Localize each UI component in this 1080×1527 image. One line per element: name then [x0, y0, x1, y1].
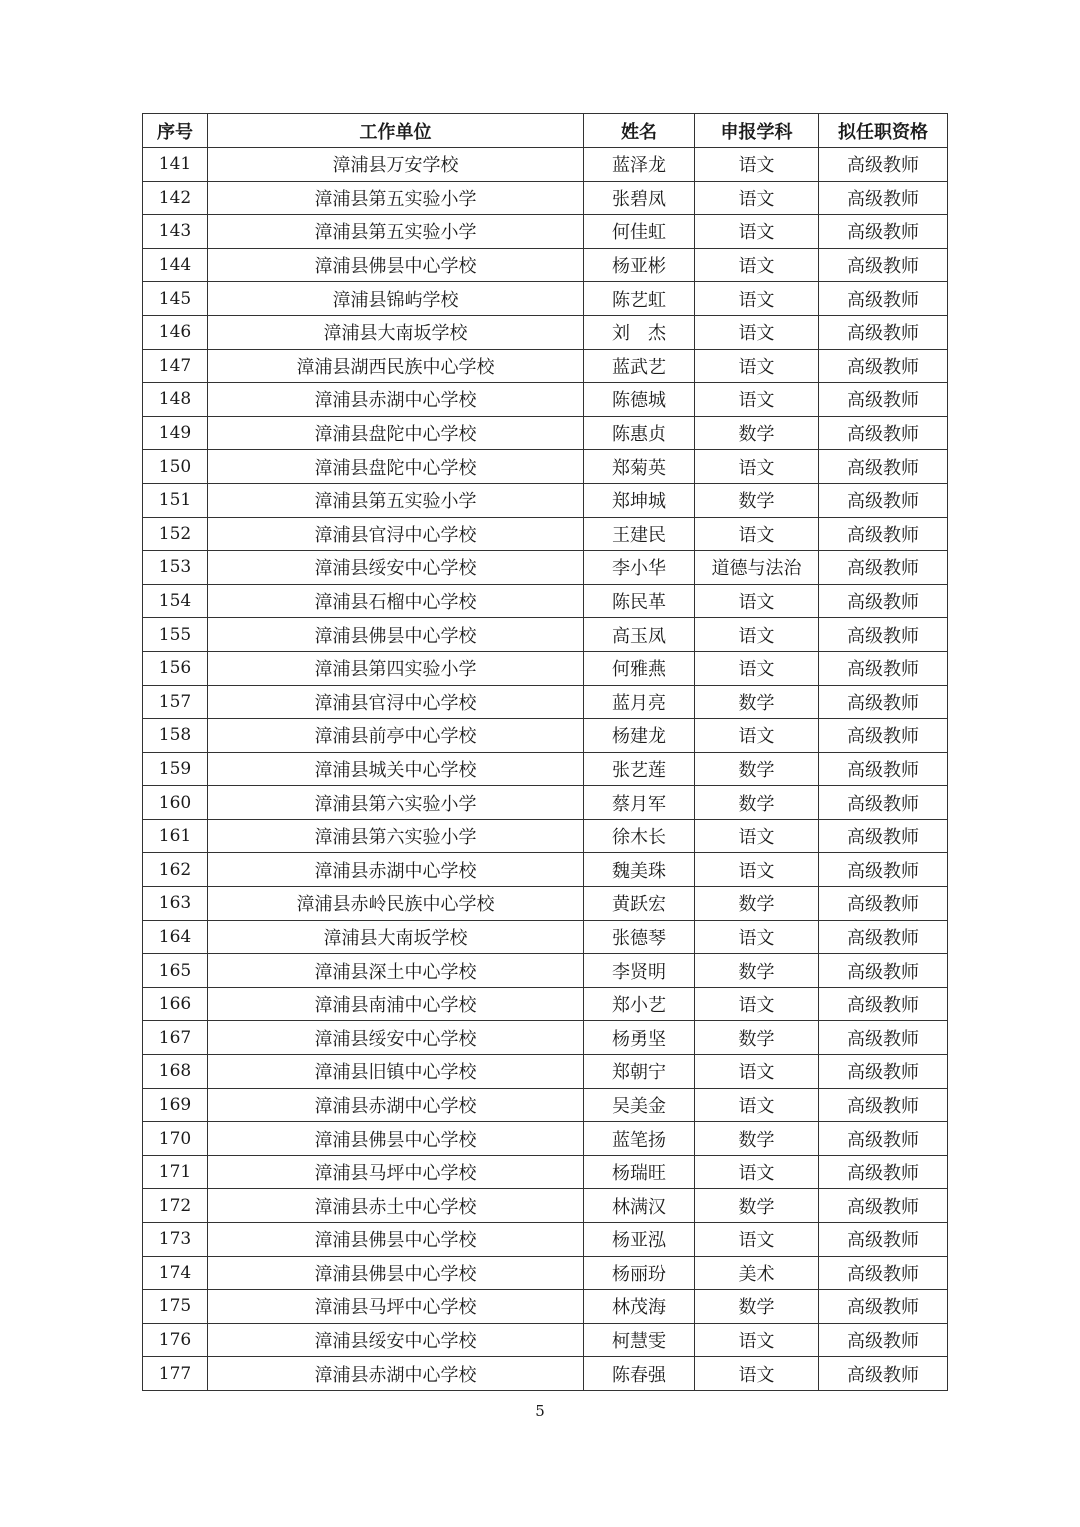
work-unit-cell: 漳浦县赤湖中心学校	[208, 853, 584, 887]
serial-cell: 157	[143, 685, 208, 719]
subject-cell: 语文	[695, 215, 819, 249]
table-row	[143, 1223, 948, 1257]
serial-cell: 155	[143, 618, 208, 652]
serial-cell: 151	[143, 483, 208, 517]
subject-cell: 语文	[695, 248, 819, 282]
name-cell: 何雅燕	[584, 651, 695, 685]
name-cell: 杨建龙	[584, 719, 695, 753]
work-unit-cell: 漳浦县赤土中心学校	[208, 1189, 584, 1223]
work-unit-cell: 漳浦县大南坂学校	[208, 315, 584, 349]
serial-cell: 171	[143, 1155, 208, 1189]
table-row	[143, 853, 948, 887]
subject-cell: 语文	[695, 618, 819, 652]
table-row	[143, 315, 948, 349]
qualification-cell: 高级教师	[819, 685, 948, 719]
name-cell: 杨勇坚	[584, 1021, 695, 1055]
qualification-cell: 高级教师	[819, 651, 948, 685]
subject-cell: 数学	[695, 416, 819, 450]
qualification-cell: 高级教师	[819, 752, 948, 786]
qualification-cell: 高级教师	[819, 248, 948, 282]
subject-cell: 语文	[695, 1323, 819, 1357]
subject-cell: 数学	[695, 954, 819, 988]
name-cell: 吴美金	[584, 1088, 695, 1122]
name-cell: 何佳虹	[584, 215, 695, 249]
table-row	[143, 1021, 948, 1055]
name-cell: 徐木长	[584, 819, 695, 853]
table-row	[143, 483, 948, 517]
name-cell: 杨丽玢	[584, 1256, 695, 1290]
qualification-cell: 高级教师	[819, 920, 948, 954]
subject-cell: 语文	[695, 450, 819, 484]
work-unit-cell: 漳浦县第六实验小学	[208, 819, 584, 853]
qualification-cell: 高级教师	[819, 215, 948, 249]
qualification-cell: 高级教师	[819, 1323, 948, 1357]
header-work-unit: 工作单位	[208, 114, 584, 148]
name-cell: 黄跃宏	[584, 887, 695, 921]
subject-cell: 语文	[695, 1223, 819, 1257]
serial-cell: 167	[143, 1021, 208, 1055]
table-row	[143, 551, 948, 585]
name-cell: 陈春强	[584, 1357, 695, 1391]
subject-cell: 数学	[695, 685, 819, 719]
table-row	[143, 752, 948, 786]
name-cell: 杨亚彬	[584, 248, 695, 282]
qualification-cell: 高级教师	[819, 181, 948, 215]
serial-cell: 152	[143, 517, 208, 551]
serial-cell: 153	[143, 551, 208, 585]
table-row	[143, 450, 948, 484]
name-cell: 郑小艺	[584, 987, 695, 1021]
subject-cell: 语文	[695, 853, 819, 887]
work-unit-cell: 漳浦县佛昙中心学校	[208, 248, 584, 282]
table-row	[143, 618, 948, 652]
qualification-cell: 高级教师	[819, 416, 948, 450]
qualification-cell: 高级教师	[819, 551, 948, 585]
name-cell: 郑朝宁	[584, 1055, 695, 1089]
name-cell: 陈民革	[584, 584, 695, 618]
name-cell: 张德琴	[584, 920, 695, 954]
work-unit-cell: 漳浦县第五实验小学	[208, 181, 584, 215]
subject-cell: 语文	[695, 1155, 819, 1189]
serial-cell: 176	[143, 1323, 208, 1357]
work-unit-cell: 漳浦县佛昙中心学校	[208, 618, 584, 652]
qualification-cell: 高级教师	[819, 1055, 948, 1089]
table-row	[143, 1290, 948, 1324]
serial-cell: 148	[143, 383, 208, 417]
serial-cell: 174	[143, 1256, 208, 1290]
page-number: 5	[535, 1402, 545, 1420]
qualification-cell: 高级教师	[819, 1088, 948, 1122]
name-cell: 蔡月军	[584, 786, 695, 820]
serial-cell: 164	[143, 920, 208, 954]
table-row	[143, 887, 948, 921]
work-unit-cell: 漳浦县湖西民族中心学校	[208, 349, 584, 383]
subject-cell: 数学	[695, 483, 819, 517]
subject-cell: 语文	[695, 148, 819, 182]
subject-cell: 数学	[695, 786, 819, 820]
serial-cell: 175	[143, 1290, 208, 1324]
table-row	[143, 1189, 948, 1223]
name-cell: 高玉凤	[584, 618, 695, 652]
serial-cell: 162	[143, 853, 208, 887]
serial-cell: 165	[143, 954, 208, 988]
work-unit-cell: 漳浦县第四实验小学	[208, 651, 584, 685]
name-cell: 郑坤城	[584, 483, 695, 517]
table-row	[143, 1357, 948, 1391]
subject-cell: 语文	[695, 987, 819, 1021]
subject-cell: 语文	[695, 383, 819, 417]
subject-cell: 数学	[695, 752, 819, 786]
work-unit-cell: 漳浦县城关中心学校	[208, 752, 584, 786]
name-cell: 林满汉	[584, 1189, 695, 1223]
work-unit-cell: 漳浦县赤湖中心学校	[208, 1088, 584, 1122]
work-unit-cell: 漳浦县绥安中心学校	[208, 551, 584, 585]
name-cell: 王建民	[584, 517, 695, 551]
table-row	[143, 786, 948, 820]
table-row	[143, 1323, 948, 1357]
work-unit-cell: 漳浦县马坪中心学校	[208, 1290, 584, 1324]
table-row	[143, 819, 948, 853]
name-cell: 杨瑞旺	[584, 1155, 695, 1189]
serial-cell: 156	[143, 651, 208, 685]
subject-cell: 语文	[695, 920, 819, 954]
subject-cell: 数学	[695, 1021, 819, 1055]
work-unit-cell: 漳浦县万安学校	[208, 148, 584, 182]
serial-cell: 177	[143, 1357, 208, 1391]
table-row	[143, 954, 948, 988]
work-unit-cell: 漳浦县赤湖中心学校	[208, 1357, 584, 1391]
name-cell: 张碧凤	[584, 181, 695, 215]
qualification-cell: 高级教师	[819, 719, 948, 753]
qualification-cell: 高级教师	[819, 282, 948, 316]
table-row	[143, 685, 948, 719]
work-unit-cell: 漳浦县佛昙中心学校	[208, 1256, 584, 1290]
serial-cell: 149	[143, 416, 208, 450]
serial-cell: 168	[143, 1055, 208, 1089]
work-unit-cell: 漳浦县南浦中心学校	[208, 987, 584, 1021]
name-cell: 蓝笔扬	[584, 1122, 695, 1156]
subject-cell: 语文	[695, 1357, 819, 1391]
serial-cell: 170	[143, 1122, 208, 1156]
work-unit-cell: 漳浦县盘陀中心学校	[208, 416, 584, 450]
work-unit-cell: 漳浦县前亭中心学校	[208, 719, 584, 753]
name-cell: 魏美珠	[584, 853, 695, 887]
work-unit-cell: 漳浦县赤岭民族中心学校	[208, 887, 584, 921]
work-unit-cell: 漳浦县佛昙中心学校	[208, 1122, 584, 1156]
serial-cell: 163	[143, 887, 208, 921]
subject-cell: 语文	[695, 1055, 819, 1089]
table-row	[143, 1088, 948, 1122]
work-unit-cell: 漳浦县第五实验小学	[208, 483, 584, 517]
table-body	[143, 148, 948, 1391]
subject-cell: 数学	[695, 1290, 819, 1324]
work-unit-cell: 漳浦县马坪中心学校	[208, 1155, 584, 1189]
serial-cell: 166	[143, 987, 208, 1021]
serial-cell: 159	[143, 752, 208, 786]
header-serial: 序号	[143, 114, 208, 148]
serial-cell: 158	[143, 719, 208, 753]
serial-cell: 150	[143, 450, 208, 484]
qualification-cell: 高级教师	[819, 819, 948, 853]
name-cell: 张艺莲	[584, 752, 695, 786]
qualification-cell: 高级教师	[819, 618, 948, 652]
subject-cell: 语文	[695, 651, 819, 685]
work-unit-cell: 漳浦县大南坂学校	[208, 920, 584, 954]
serial-cell: 144	[143, 248, 208, 282]
name-cell: 陈艺虹	[584, 282, 695, 316]
table-row	[143, 1055, 948, 1089]
work-unit-cell: 漳浦县盘陀中心学校	[208, 450, 584, 484]
table-row	[143, 920, 948, 954]
table-row	[143, 383, 948, 417]
subject-cell: 数学	[695, 887, 819, 921]
serial-cell: 154	[143, 584, 208, 618]
work-unit-cell: 漳浦县佛昙中心学校	[208, 1223, 584, 1257]
header-qualification: 拟任职资格	[819, 114, 948, 148]
serial-cell: 160	[143, 786, 208, 820]
name-cell: 李小华	[584, 551, 695, 585]
table-row	[143, 719, 948, 753]
name-cell: 蓝泽龙	[584, 148, 695, 182]
qualification-cell: 高级教师	[819, 786, 948, 820]
serial-cell: 173	[143, 1223, 208, 1257]
work-unit-cell: 漳浦县锦屿学校	[208, 282, 584, 316]
qualification-cell: 高级教师	[819, 1122, 948, 1156]
table-row	[143, 416, 948, 450]
qualification-cell: 高级教师	[819, 517, 948, 551]
subject-cell: 语文	[695, 517, 819, 551]
work-unit-cell: 漳浦县旧镇中心学校	[208, 1055, 584, 1089]
name-cell: 李贤明	[584, 954, 695, 988]
qualification-cell: 高级教师	[819, 1189, 948, 1223]
subject-cell: 语文	[695, 719, 819, 753]
qualification-cell: 高级教师	[819, 148, 948, 182]
work-unit-cell: 漳浦县第五实验小学	[208, 215, 584, 249]
work-unit-cell: 漳浦县官浔中心学校	[208, 517, 584, 551]
subject-cell: 语文	[695, 1088, 819, 1122]
table-row	[143, 1256, 948, 1290]
subject-cell: 美术	[695, 1256, 819, 1290]
header-subject: 申报学科	[695, 114, 819, 148]
serial-cell: 142	[143, 181, 208, 215]
name-cell: 蓝月亮	[584, 685, 695, 719]
work-unit-cell: 漳浦县绥安中心学校	[208, 1021, 584, 1055]
qualification-cell: 高级教师	[819, 349, 948, 383]
subject-cell: 语文	[695, 282, 819, 316]
name-cell: 蓝武艺	[584, 349, 695, 383]
serial-cell: 143	[143, 215, 208, 249]
qualification-cell: 高级教师	[819, 887, 948, 921]
teacher-qualification-table	[142, 113, 948, 1391]
qualification-cell: 高级教师	[819, 450, 948, 484]
serial-cell: 161	[143, 819, 208, 853]
name-cell: 柯慧雯	[584, 1323, 695, 1357]
qualification-cell: 高级教师	[819, 584, 948, 618]
work-unit-cell: 漳浦县深土中心学校	[208, 954, 584, 988]
serial-cell: 146	[143, 315, 208, 349]
table-row	[143, 181, 948, 215]
table-header-row	[143, 114, 948, 148]
subject-cell: 数学	[695, 1122, 819, 1156]
table-row	[143, 1122, 948, 1156]
work-unit-cell: 漳浦县官浔中心学校	[208, 685, 584, 719]
subject-cell: 语文	[695, 584, 819, 618]
serial-cell: 172	[143, 1189, 208, 1223]
name-cell: 刘 杰	[584, 315, 695, 349]
subject-cell: 语文	[695, 181, 819, 215]
qualification-cell: 高级教师	[819, 853, 948, 887]
qualification-cell: 高级教师	[819, 954, 948, 988]
table-row	[143, 987, 948, 1021]
serial-cell: 147	[143, 349, 208, 383]
work-unit-cell: 漳浦县绥安中心学校	[208, 1323, 584, 1357]
serial-cell: 169	[143, 1088, 208, 1122]
qualification-cell: 高级教师	[819, 1155, 948, 1189]
table-row	[143, 1155, 948, 1189]
table-row	[143, 148, 948, 182]
table-row	[143, 584, 948, 618]
qualification-cell: 高级教师	[819, 987, 948, 1021]
serial-cell: 145	[143, 282, 208, 316]
qualification-cell: 高级教师	[819, 1021, 948, 1055]
qualification-cell: 高级教师	[819, 383, 948, 417]
table-row	[143, 282, 948, 316]
subject-cell: 道德与法治	[695, 551, 819, 585]
subject-cell: 语文	[695, 819, 819, 853]
name-cell: 陈德城	[584, 383, 695, 417]
qualification-cell: 高级教师	[819, 1290, 948, 1324]
work-unit-cell: 漳浦县石榴中心学校	[208, 584, 584, 618]
qualification-cell: 高级教师	[819, 315, 948, 349]
header-name: 姓名	[584, 114, 695, 148]
subject-cell: 数学	[695, 1189, 819, 1223]
qualification-cell: 高级教师	[819, 483, 948, 517]
name-cell: 林茂海	[584, 1290, 695, 1324]
subject-cell: 语文	[695, 349, 819, 383]
table-row	[143, 215, 948, 249]
table-row	[143, 349, 948, 383]
name-cell: 杨亚泓	[584, 1223, 695, 1257]
table-row	[143, 248, 948, 282]
table-row	[143, 517, 948, 551]
serial-cell: 141	[143, 148, 208, 182]
subject-cell: 语文	[695, 315, 819, 349]
table-row	[143, 651, 948, 685]
name-cell: 陈惠贞	[584, 416, 695, 450]
qualification-cell: 高级教师	[819, 1357, 948, 1391]
work-unit-cell: 漳浦县赤湖中心学校	[208, 383, 584, 417]
name-cell: 郑菊英	[584, 450, 695, 484]
qualification-cell: 高级教师	[819, 1256, 948, 1290]
work-unit-cell: 漳浦县第六实验小学	[208, 786, 584, 820]
qualification-cell: 高级教师	[819, 1223, 948, 1257]
